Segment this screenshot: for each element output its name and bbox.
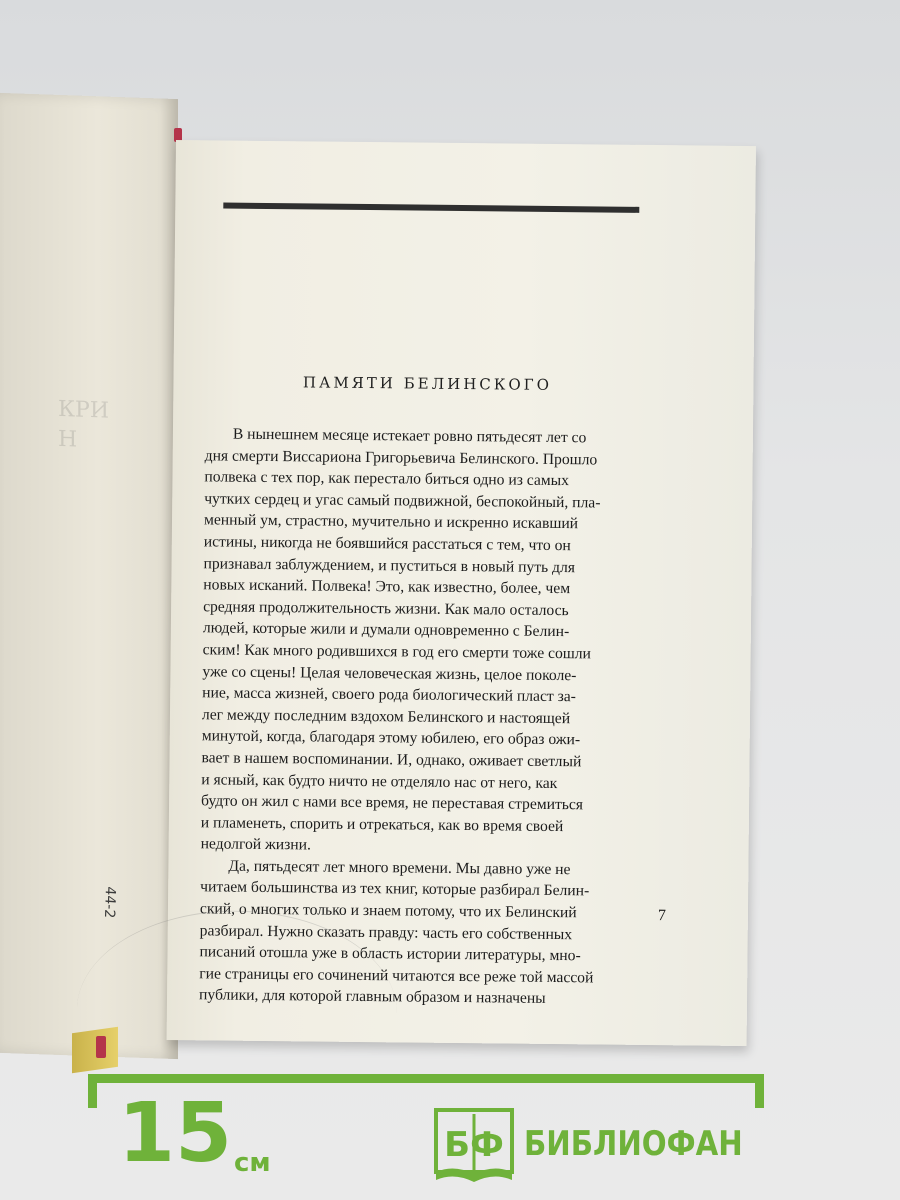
text-line: истины, никогда не боявшийся расстаться с тем, что он <box>203 533 571 555</box>
text-line: публики, для которой главным образом и назначены <box>198 986 546 1008</box>
scale-value: 15 <box>118 1086 233 1181</box>
text-line: людей, которые жили и думали одновременно с Белин- <box>202 619 570 641</box>
text-line: писаний отошла уже в область истории литературы, мно- <box>199 943 581 965</box>
logo-letters: БФ <box>444 1125 504 1165</box>
text-line: ние, масса жизней, своего рода биологический пласт за- <box>202 684 576 706</box>
text-line: читаем большинства из тех книг, которые разбирал Белин- <box>200 878 590 900</box>
scale-unit: см <box>234 1148 271 1178</box>
ruler-bar <box>88 1074 764 1083</box>
text-line: лег между последним вздохом Белинского и настоящей <box>201 706 571 727</box>
ruler-tick-left <box>88 1074 97 1108</box>
open-book-icon <box>434 1108 514 1182</box>
ruler-tick-right <box>755 1074 764 1108</box>
text-line: вает в нашем воспоминании. И, однако, оживает светлый <box>201 749 582 771</box>
text-line: признавал заблуждением, и пуститься в новый путь для <box>203 554 576 576</box>
page-number: 7 <box>657 907 666 925</box>
text-line: и пламенеть, спорить и отрекаться, как во время своей <box>200 813 564 835</box>
text-line: средняя продолжительность жизни. Как мало осталось <box>203 598 569 619</box>
text-line: ский, о многих только и знаем потому, что их Белинский <box>199 900 577 922</box>
chapter-heading: ПАМЯТИ БЕЛИНСКОГО <box>302 373 553 394</box>
text-line: дня смерти Виссариона Григорьевича Белинского. Прошло <box>204 446 598 469</box>
text-line: чутких сердец и угас самый подвижной, беспокойный, пла- <box>204 490 601 512</box>
text-line: разбирал. Нужно сказать правду: часть его собственных <box>199 921 573 943</box>
text-line: будто он жил с нами все время, не переставая стремиться <box>200 792 584 814</box>
signature-mark: 44-2 <box>100 885 118 919</box>
left-page <box>0 93 178 1059</box>
text-line: уже со сцены! Целая человеческая жизнь, целое поколе- <box>202 662 577 684</box>
decorative-rule <box>223 202 639 212</box>
text-line: полвека с тех пор, как перестало биться одно из самых <box>204 468 570 490</box>
text-line: новых исканий. Полвека! Это, как известно, более, чем <box>203 576 571 598</box>
show-through-text: КРИ Н <box>58 396 110 453</box>
text-line: менный ум, страстно, мучительно и искренно искавший <box>203 511 579 533</box>
text-line: недолгой жизни. <box>200 835 312 854</box>
text-line: и ясный, как будто ничто не отделяло нас от него, как <box>201 770 558 792</box>
text-line: В нынешнем месяце истекает ровно пятьдесят лет со <box>232 425 587 447</box>
text-line: минутой, когда, благодаря этому юбилею, его образ ожи- <box>201 727 581 749</box>
text-line: Да, пятьдесят лет много времени. Мы давно уже не <box>228 857 571 879</box>
brand-name: БИБЛИОФАН <box>524 1124 743 1164</box>
right-page <box>167 140 756 1046</box>
text-line: ским! Как много родившихся в год его смерти тоже сошли <box>202 641 592 663</box>
text-line: гие страницы его сочинений читаются все реже той массой <box>199 965 594 987</box>
